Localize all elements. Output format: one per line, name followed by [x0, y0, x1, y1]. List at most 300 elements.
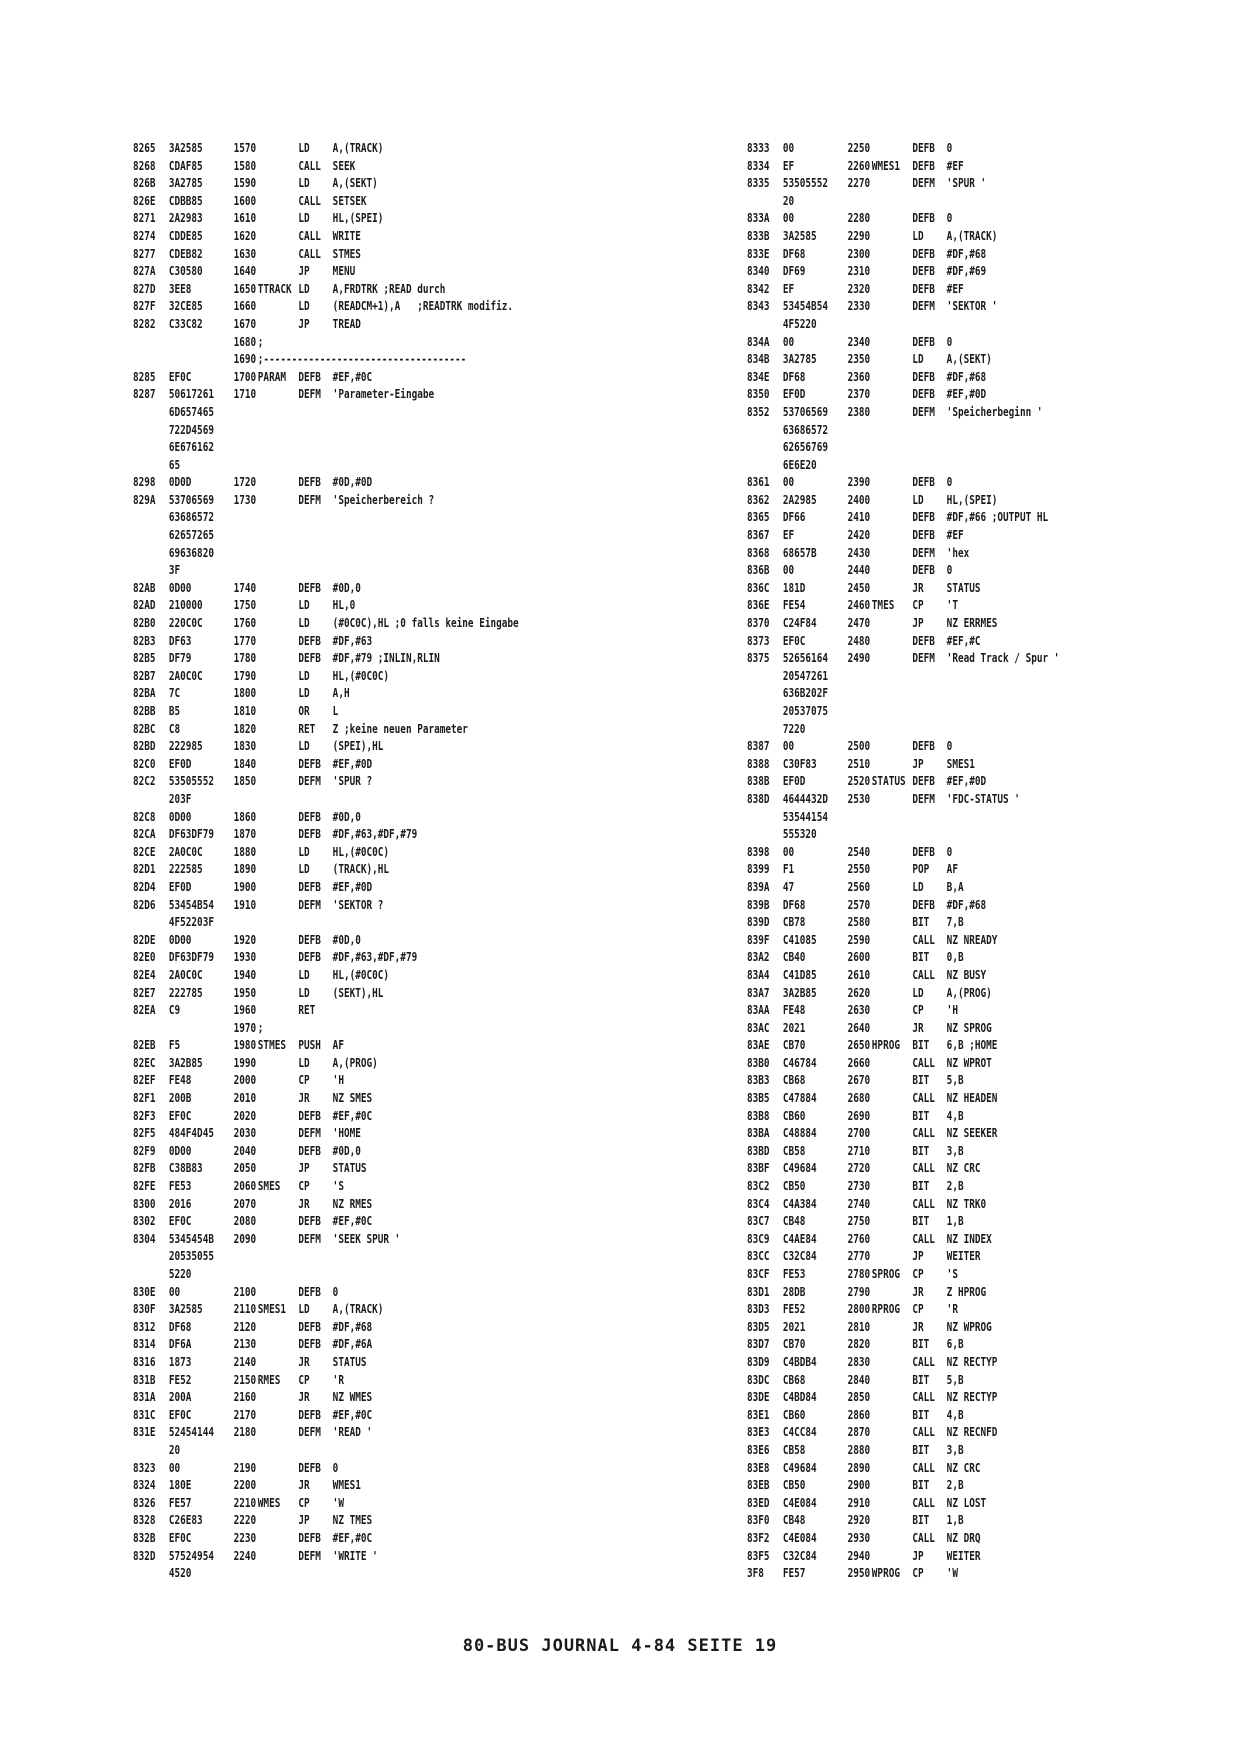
operands: WEITER: [946, 1548, 981, 1563]
continuation-bytes: 20: [782, 193, 795, 208]
line-number: 2370: [847, 387, 871, 402]
mnemonic: RET: [298, 721, 316, 736]
object-code: 222785: [168, 985, 203, 1000]
address: 82E7: [133, 985, 156, 1000]
line-number: 1730: [233, 492, 257, 507]
continuation-bytes: 20537075: [782, 704, 828, 718]
label: WPROG: [871, 1566, 900, 1581]
operands: NZ LOST: [946, 1495, 987, 1510]
address: 8399: [747, 862, 770, 877]
line-number: 2240: [233, 1548, 257, 1563]
line-number: 1570: [233, 141, 257, 155]
line-number: 2890: [847, 1460, 871, 1475]
object-code: 0D00: [168, 580, 192, 595]
mnemonic: DEFB: [912, 211, 935, 226]
mnemonic: PUSH: [298, 1038, 321, 1053]
object-code: 00: [782, 563, 795, 578]
line-number: 2400: [847, 492, 871, 507]
object-code: DF68: [782, 369, 806, 384]
mnemonic: CP: [912, 1267, 924, 1281]
line-number: 2930: [847, 1530, 871, 1545]
line-number: 2210: [233, 1495, 257, 1510]
line-number: 1590: [233, 176, 257, 191]
operands: HL,(#0C0C): [332, 668, 390, 683]
object-code: 3A2585: [168, 141, 203, 155]
address: 830F: [133, 1302, 156, 1317]
object-code: 2021: [782, 1020, 806, 1035]
object-code: 0D0D: [168, 475, 192, 490]
mnemonic: LD: [298, 739, 310, 754]
address: 839A: [747, 879, 770, 894]
line-number: 2910: [847, 1495, 871, 1510]
address: 839B: [747, 897, 770, 912]
mnemonic: LD: [912, 985, 924, 1000]
address: 83EB: [747, 1478, 770, 1493]
object-code: CDEB82: [168, 246, 203, 261]
object-code: 2021: [782, 1319, 806, 1334]
label: RPROG: [871, 1302, 900, 1317]
address: 82BD: [133, 739, 156, 754]
object-code: C32C84: [782, 1548, 817, 1563]
object-code: C49684: [782, 1161, 817, 1176]
line-number: 2610: [847, 967, 871, 982]
operands: 6,B: [946, 1337, 964, 1352]
operands: 'SEKTOR ?: [332, 897, 384, 912]
mnemonic: DEFB: [912, 141, 935, 155]
operands: 4,B: [946, 1407, 964, 1422]
line-number: 2170: [233, 1407, 257, 1422]
operands: STMES: [332, 246, 361, 261]
address: 8328: [133, 1513, 156, 1528]
operands: WEITER: [946, 1249, 981, 1264]
object-code: 3A2B85: [782, 985, 817, 1000]
operands: Z ;keine neuen Parameter: [332, 721, 468, 736]
continuation-bytes: 7220: [782, 721, 806, 736]
object-code: EF: [782, 281, 795, 296]
address: 831C: [133, 1407, 156, 1422]
address: 829A: [133, 492, 156, 507]
line-number: 1870: [233, 827, 257, 842]
operands: NZ CRC: [946, 1460, 981, 1475]
object-code: 200A: [168, 1390, 192, 1405]
mnemonic: CALL: [912, 967, 935, 982]
operands: #DF,#63,#DF,#79: [332, 827, 418, 842]
operands: 'H: [946, 1003, 958, 1018]
line-number: 1900: [233, 879, 257, 894]
label: ;: [257, 334, 264, 349]
operands: HL,(#0C0C): [332, 967, 390, 982]
operands: 'Parameter-Eingabe: [332, 387, 435, 402]
operands: NZ HEADEN: [946, 1091, 998, 1106]
mnemonic: JP: [298, 316, 310, 331]
line-number: 1890: [233, 862, 257, 877]
object-code: 3A2785: [782, 352, 817, 367]
address: 8365: [747, 510, 770, 525]
address: 8362: [747, 492, 770, 507]
object-code: 00: [782, 844, 795, 859]
operands: A,(SEKT): [946, 352, 992, 367]
object-code: 00: [168, 1284, 181, 1299]
address: 83F0: [747, 1513, 770, 1528]
address: 82C0: [133, 756, 156, 771]
mnemonic: DEFB: [298, 1337, 321, 1352]
address: 83B8: [747, 1108, 770, 1123]
object-code: EF: [782, 528, 795, 543]
line-number: 2470: [847, 616, 871, 631]
line-number: 2510: [847, 756, 871, 771]
address: 83AA: [747, 1003, 770, 1018]
object-code: FE53: [782, 1267, 806, 1281]
address: 8298: [133, 475, 156, 490]
address: 83CF: [747, 1267, 770, 1281]
address: 8326: [133, 1495, 156, 1510]
mnemonic: CP: [912, 1302, 924, 1317]
line-number: 1620: [233, 228, 257, 243]
mnemonic: LD: [298, 299, 310, 314]
mnemonic: DEFM: [912, 404, 935, 419]
address: 82AD: [133, 598, 156, 613]
address: 8334: [747, 158, 770, 173]
address: 834B: [747, 352, 770, 367]
mnemonic: DEFM: [298, 774, 321, 789]
mnemonic: JP: [912, 756, 924, 771]
operands: #DF,#68: [946, 246, 987, 261]
line-number: 2290: [847, 228, 871, 243]
line-number: 2620: [847, 985, 871, 1000]
mnemonic: BIT: [912, 1478, 930, 1493]
mnemonic: DEFB: [912, 158, 935, 173]
mnemonic: CALL: [912, 1354, 935, 1369]
object-code: 00: [782, 475, 795, 490]
operands: #EF,#0D: [332, 756, 373, 771]
operands: 'WRITE ': [332, 1548, 378, 1563]
address: 83E6: [747, 1442, 770, 1457]
mnemonic: RET: [298, 1003, 316, 1018]
line-number: 2580: [847, 915, 871, 930]
mnemonic: BIT: [912, 1214, 930, 1229]
line-number: 2440: [847, 563, 871, 578]
mnemonic: CALL: [912, 1460, 935, 1475]
object-code: 53454B54: [782, 299, 828, 314]
object-code: C48884: [782, 1126, 817, 1141]
mnemonic: CP: [912, 1566, 924, 1581]
address: 8342: [747, 281, 770, 296]
operands: A,(TRACK): [946, 228, 998, 243]
mnemonic: JP: [912, 1249, 924, 1264]
operands: Z HPROG: [946, 1284, 987, 1299]
line-number: 2920: [847, 1513, 871, 1528]
object-code: DF6A: [168, 1337, 192, 1352]
object-code: EF0C: [168, 1530, 192, 1545]
object-code: 53505552: [168, 774, 214, 789]
object-code: C26E83: [168, 1513, 203, 1528]
object-code: EF0C: [782, 633, 806, 648]
object-code: 200B: [168, 1091, 192, 1106]
object-code: 53706569: [168, 492, 214, 507]
line-number: 1930: [233, 950, 257, 965]
address: 826B: [133, 176, 156, 191]
line-number: 2880: [847, 1442, 871, 1457]
mnemonic: CALL: [298, 228, 321, 243]
line-number: 2840: [847, 1372, 871, 1387]
address: 8388: [747, 756, 770, 771]
mnemonic: LD: [912, 228, 924, 243]
address: 83D3: [747, 1302, 770, 1317]
line-number: 2140: [233, 1354, 257, 1369]
continuation-bytes: 636B202F: [782, 686, 828, 701]
address: 82EF: [133, 1073, 156, 1088]
operands: B,A: [946, 879, 964, 894]
address: 82CA: [133, 827, 156, 842]
line-number: 2870: [847, 1425, 871, 1440]
address: 836E: [747, 598, 770, 613]
operands: NZ RECNFD: [946, 1425, 998, 1440]
address: 83ED: [747, 1495, 770, 1510]
mnemonic: DEFB: [298, 827, 321, 842]
line-number: 2110: [233, 1302, 257, 1317]
operands: NZ WMES: [332, 1390, 373, 1405]
address: 8304: [133, 1231, 156, 1246]
object-code: 53454B54: [168, 897, 214, 912]
object-code: 1873: [168, 1354, 192, 1369]
continuation-bytes: 6E6E20: [782, 457, 817, 472]
line-number: 1630: [233, 246, 257, 261]
operands: L: [332, 704, 339, 718]
line-number: 2500: [847, 739, 871, 754]
line-number: 2000: [233, 1073, 257, 1088]
object-code: EF: [782, 158, 795, 173]
address: 83AC: [747, 1020, 770, 1035]
line-number: 1950: [233, 985, 257, 1000]
object-code: C41D85: [782, 967, 817, 982]
operands: #EF: [946, 281, 964, 296]
line-number: 1920: [233, 932, 257, 947]
address: 827D: [133, 281, 156, 296]
address: 82FB: [133, 1161, 156, 1176]
line-number: 2390: [847, 475, 871, 490]
operands: 'SEKTOR ': [946, 299, 998, 314]
mnemonic: LD: [298, 844, 310, 859]
line-number: 2380: [847, 404, 871, 419]
address: 831A: [133, 1390, 156, 1405]
operands: SETSEK: [332, 193, 367, 208]
address: 839F: [747, 932, 770, 947]
object-code: 222985: [168, 739, 203, 754]
object-code: 52656164: [782, 651, 828, 666]
object-code: 0D00: [168, 1143, 192, 1158]
operands: #EF,#0D: [332, 879, 373, 894]
object-code: FE52: [782, 1302, 806, 1317]
address: 838D: [747, 791, 770, 806]
operands: 'H: [332, 1073, 344, 1088]
operands: 'Read Track / Spur ': [946, 651, 1060, 666]
label: SPROG: [871, 1267, 900, 1281]
address: 831E: [133, 1425, 156, 1440]
operands: SMES1: [946, 756, 975, 771]
line-number: 2900: [847, 1478, 871, 1493]
address: 82EC: [133, 1055, 156, 1070]
object-code: 3A2585: [782, 228, 817, 243]
mnemonic: CALL: [912, 1425, 935, 1440]
mnemonic: DEFB: [912, 264, 935, 279]
object-code: DF68: [782, 897, 806, 912]
line-number: 1990: [233, 1055, 257, 1070]
mnemonic: BIT: [912, 1513, 930, 1528]
object-code: DF68: [168, 1319, 192, 1334]
label: STMES: [257, 1038, 286, 1053]
address: 8287: [133, 387, 156, 402]
operands: (#0C0C),HL ;0 falls keine Eingabe: [332, 616, 519, 631]
operands: 'Speicherbeginn ': [946, 404, 1043, 419]
operands: NZ INDEX: [946, 1231, 992, 1246]
address: 3F8: [747, 1566, 764, 1581]
line-number: 2060: [233, 1179, 257, 1194]
object-code: DF66: [782, 510, 806, 525]
mnemonic: DEFB: [912, 897, 935, 912]
address: 839D: [747, 915, 770, 930]
address: 83A2: [747, 950, 770, 965]
line-number: 2600: [847, 950, 871, 965]
line-number: 2420: [847, 528, 871, 543]
operands: #EF,#0C: [332, 1407, 373, 1422]
continuation-bytes: 20547261: [782, 668, 828, 683]
object-code: C24F84: [782, 616, 817, 631]
label: SMES: [257, 1179, 281, 1194]
address: 82B0: [133, 616, 156, 631]
object-code: C8: [168, 721, 181, 736]
continuation-bytes: 5220: [168, 1267, 192, 1281]
address: 832D: [133, 1548, 156, 1563]
operands: 0: [946, 141, 953, 155]
line-number: 1660: [233, 299, 257, 314]
object-code: 2A0C0C: [168, 967, 203, 982]
object-code: 47: [782, 879, 795, 894]
mnemonic: DEFM: [298, 387, 321, 402]
object-code: CB40: [782, 950, 806, 965]
address: 83D5: [747, 1319, 770, 1334]
mnemonic: DEFB: [298, 756, 321, 771]
operands: A,(PROG): [332, 1055, 378, 1070]
operands: NZ ERRMES: [946, 616, 998, 631]
line-number: 2940: [847, 1548, 871, 1563]
address: 83A7: [747, 985, 770, 1000]
object-code: C4E084: [782, 1530, 817, 1545]
line-number: 2740: [847, 1196, 871, 1211]
operands: NZ DRQ: [946, 1530, 981, 1545]
mnemonic: LD: [298, 1302, 310, 1317]
operands: #0D,0: [332, 809, 361, 824]
line-number: 2340: [847, 334, 871, 349]
operands: AF: [332, 1038, 344, 1053]
object-code: FE53: [168, 1179, 192, 1194]
mnemonic: BIT: [912, 1073, 930, 1088]
mnemonic: JR: [298, 1354, 310, 1369]
mnemonic: LD: [298, 686, 310, 701]
operands: NZ BUSY: [946, 967, 987, 982]
object-code: 4644432D: [782, 791, 828, 806]
object-code: 7C: [168, 686, 181, 701]
operands: (SEKT),HL: [332, 985, 384, 1000]
operands: 2,B: [946, 1179, 964, 1194]
object-code: C41085: [782, 932, 817, 947]
line-number: 1790: [233, 668, 257, 683]
mnemonic: JR: [912, 1284, 924, 1299]
line-number: 2070: [233, 1196, 257, 1211]
object-code: EF0D: [782, 774, 806, 789]
address: 83B5: [747, 1091, 770, 1106]
line-number: 2760: [847, 1231, 871, 1246]
mnemonic: DEFM: [912, 299, 935, 314]
address: 83C2: [747, 1179, 770, 1194]
operands: NZ CRC: [946, 1161, 981, 1176]
object-code: FE54: [782, 598, 806, 613]
operands: 0: [946, 475, 953, 490]
line-number: 2010: [233, 1091, 257, 1106]
mnemonic: DEFM: [298, 1548, 321, 1563]
mnemonic: DEFB: [298, 1319, 321, 1334]
operands: HL,(SPEI): [332, 211, 384, 226]
operands: #0D,#0D: [332, 475, 373, 490]
operands: 6,B ;HOME: [946, 1038, 998, 1053]
mnemonic: BIT: [912, 1179, 930, 1194]
mnemonic: CALL: [912, 1126, 935, 1141]
mnemonic: CP: [298, 1179, 310, 1194]
address: 8265: [133, 141, 156, 155]
line-number: 2250: [847, 141, 871, 155]
object-code: 3EE8: [168, 281, 192, 296]
address: 833B: [747, 228, 770, 243]
mnemonic: CALL: [912, 1091, 935, 1106]
address: 83BA: [747, 1126, 770, 1141]
object-code: CB58: [782, 1143, 806, 1158]
mnemonic: DEFB: [912, 334, 935, 349]
object-code: CB68: [782, 1372, 806, 1387]
mnemonic: DEFM: [912, 791, 935, 806]
address: 82F9: [133, 1143, 156, 1158]
object-code: 0D00: [168, 932, 192, 947]
object-code: 181D: [782, 580, 806, 595]
object-code: CB70: [782, 1038, 806, 1053]
line-number: 2750: [847, 1214, 871, 1229]
address: 8302: [133, 1214, 156, 1229]
address: 82C2: [133, 774, 156, 789]
address: 82BB: [133, 704, 156, 718]
object-code: DF79: [168, 651, 192, 666]
mnemonic: DEFB: [298, 932, 321, 947]
operands: #DF,#68: [946, 369, 987, 384]
object-code: 57524954: [168, 1548, 214, 1563]
mnemonic: DEFB: [912, 633, 935, 648]
operands: 'READ ': [332, 1425, 373, 1440]
object-code: DF63: [168, 633, 192, 648]
line-number: 1640: [233, 264, 257, 279]
mnemonic: DEFB: [298, 1460, 321, 1475]
object-code: C9: [168, 1003, 181, 1018]
address: 8343: [747, 299, 770, 314]
line-number: 2700: [847, 1126, 871, 1141]
mnemonic: JP: [298, 264, 310, 279]
line-number: 2190: [233, 1460, 257, 1475]
line-number: 2280: [847, 211, 871, 226]
mnemonic: BIT: [912, 1108, 930, 1123]
mnemonic: DEFB: [912, 774, 935, 789]
object-code: C30580: [168, 264, 203, 279]
operands: A,(TRACK): [332, 1302, 384, 1317]
line-number: 1820: [233, 721, 257, 736]
mnemonic: JR: [912, 580, 924, 595]
address: 8277: [133, 246, 156, 261]
operands: 4,B: [946, 1108, 964, 1123]
